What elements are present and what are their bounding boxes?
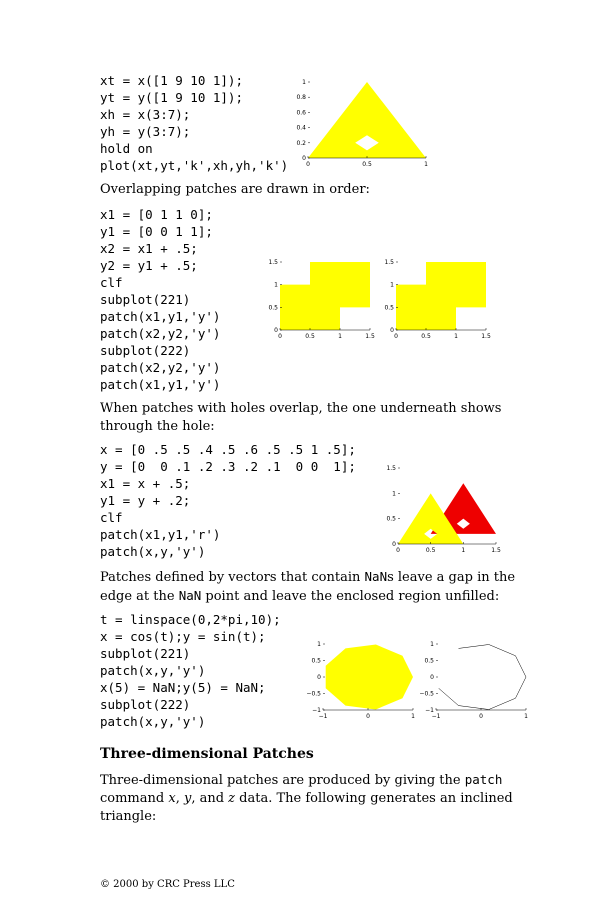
x-tick-label: 1.5	[481, 333, 491, 340]
y-tick-label: 1	[430, 641, 434, 648]
y-tick-label: −1	[312, 707, 321, 714]
y-tick-label: 1	[392, 490, 396, 498]
paragraph-holes: When patches with holes overlap, the one underneath shows through the hole:	[100, 401, 502, 434]
figure-4-subplot-221	[305, 640, 417, 722]
figure-2-subplot-222	[378, 258, 490, 342]
paragraph-3d: Three-dimensional patches are produced by giving the patch command x, y, and z data. The following generates an inclined triangle:	[100, 772, 513, 824]
y-tick-label: 0.5	[424, 657, 434, 665]
y-tick-label: 0.2	[296, 139, 306, 147]
y-tick-label: 0.8	[296, 94, 306, 102]
y-tick-label: 1	[302, 79, 306, 86]
code-block-2: x1 = [0 1 1 0]; y1 = [0 0 1 1]; x2 = x1 + .5; y2 = y1 + .5; clf subplot(221) patch(x1,y1,'y') patch(x2,y2,'y') subplot(222) patch(x2,y2,'y') patch(x1,y1,'y')	[100, 207, 221, 392]
x-tick-label: 0	[366, 713, 370, 720]
y-tick-label: −0.5	[419, 690, 434, 698]
y-tick-label: 0.5	[268, 304, 278, 312]
x-tick-label: −1	[318, 713, 328, 720]
x-tick-label: 0.5	[362, 161, 372, 168]
x-tick-label: 1.5	[365, 333, 375, 340]
x-tick-label: 1	[524, 713, 528, 720]
figure-3	[380, 464, 500, 556]
y-tick-label: 1.5	[386, 465, 396, 472]
y-tick-label: 1	[317, 641, 321, 648]
x-tick-label: 1	[338, 333, 342, 340]
patch-edge-nonagon-outline-nan-gap	[439, 677, 526, 710]
x-tick-label: 0.5	[425, 547, 436, 554]
x-tick-label: 0	[479, 713, 483, 720]
figure-4-subplot-222	[418, 640, 530, 722]
figure-2-subplot-221	[262, 258, 374, 342]
x-tick-label: 1.5	[491, 547, 501, 554]
y-tick-label: 0.5	[311, 657, 321, 665]
y-tick-label: −1	[425, 707, 434, 714]
code-block-3: x = [0 .5 .5 .4 .5 .6 .5 .5 1 .5]; y = [0 0 .1 .2 .3 .2 .1 0 0 1]; x1 = x + .5; y1 = y + .2; clf patch(x1,y1,'r') patch(x,y,'y')	[100, 442, 356, 559]
y-tick-label: 0.6	[296, 109, 306, 117]
y-tick-label: 0.4	[296, 124, 306, 132]
x-tick-label: 1	[411, 713, 415, 720]
x-tick-label: −1	[431, 713, 441, 720]
figure-1	[290, 78, 430, 170]
code-block-4: t = linspace(0,2*pi,10); x = cos(t);y = sin(t); subplot(221) patch(x,y,'y') x(5) = NaN;y(5) = NaN; subplot(222) patch(x,y,'y')	[100, 612, 281, 729]
patch-nonagon-filled	[326, 645, 413, 710]
y-tick-label: 0	[274, 327, 278, 334]
x-tick-label: 0	[278, 333, 282, 340]
paragraph-overlap: Overlapping patches are drawn in order:	[100, 182, 370, 197]
section-heading: Three-dimensional Patches	[100, 746, 314, 762]
code-block-1: xt = x([1 9 10 1]); yt = y([1 9 10 1]); xh = x(3:7); yh = y(3:7); hold on plot(xt,yt,'k',xh,yh,'k')	[100, 73, 289, 173]
y-tick-label: 0.5	[384, 304, 394, 312]
x-tick-label: 0.5	[305, 333, 315, 340]
copyright-footer: © 2000 by CRC Press LLC	[100, 879, 235, 890]
y-tick-label: 0	[317, 674, 321, 681]
y-tick-label: 0.5	[386, 515, 396, 523]
x-tick-label: 0.5	[421, 333, 431, 340]
y-tick-label: 0	[302, 155, 306, 162]
x-tick-label: 0	[396, 547, 400, 554]
y-tick-label: 1	[390, 281, 394, 289]
y-tick-label: 1	[274, 281, 278, 289]
patch-square-1	[396, 285, 456, 330]
patch-triangle-with-hole	[308, 82, 426, 158]
y-tick-label: 1.5	[384, 259, 394, 266]
patch-square-2	[310, 262, 370, 307]
x-tick-label: 1	[424, 161, 428, 168]
x-tick-label: 1	[454, 333, 458, 340]
y-tick-label: −0.5	[306, 690, 321, 698]
y-tick-label: 0	[390, 327, 394, 334]
y-tick-label: 0	[392, 541, 396, 548]
y-tick-label: 0	[430, 674, 434, 681]
x-tick-label: 0	[394, 333, 398, 340]
x-tick-label: 1	[461, 547, 466, 554]
paragraph-nan: Patches defined by vectors that contain NaNs leave a gap in the edge at the NaN point and leave the enclosed region unfilled:	[100, 569, 516, 604]
patch-edge-nonagon-outline-nan-gap	[459, 645, 527, 678]
y-tick-label: 1.5	[268, 259, 278, 266]
x-tick-label: 0	[306, 161, 310, 168]
